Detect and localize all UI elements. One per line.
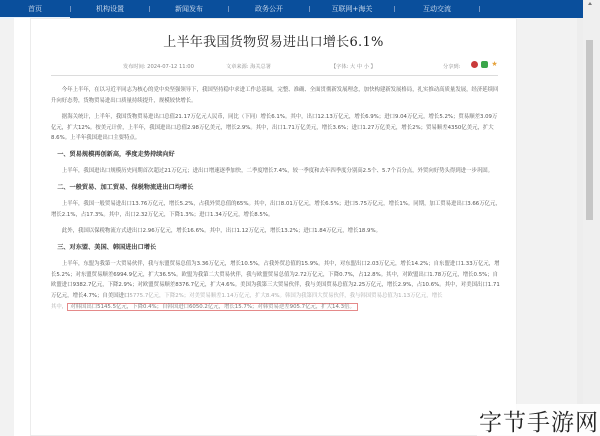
highlighted-korea-trade-text: 对韩国出口5145.5亿元，下降0.4%；自韩国进口6050.2亿元，增长15.7%；对韩贸易逆差905.7亿元，扩大14.3倍。 [67, 303, 358, 311]
nav-item-label: 首页 [28, 5, 42, 13]
meta-divider [51, 75, 498, 76]
section-3-heading: 三、对东盟、美国、韩国进出口增长 [57, 243, 157, 251]
font-label: 【字体: [331, 64, 349, 70]
nav-item-government-affairs[interactable] [229, 0, 309, 18]
font-small-button[interactable]: 小 [363, 64, 369, 70]
section-3-text: 上半年，东盟为我第一大贸易伙伴，我与东盟贸易总值为3.36万亿元，增长10.5%，占我外贸总值的15.9%。其中，对东盟出口2.03万亿元，增长14.2%；自东盟进口1.33万亿元，增长5.2%；对东盟贸易顺差6994.9亿元，扩大36.5%。欧盟为我第二大贸易伙伴，我与欧盟贸易总值为2.72万亿元，下降0.7%，占12.8%。其中，对欧盟出口1.78万亿元，增长0.5%；自欧盟进口9382.7亿元，下降2.9%；对欧盟贸易顺差8376.7亿元，扩大4.6%。美国为我第三大贸易伙伴，我与美国贸易总值为2.25万亿元，增长2.9%，占10.6%。其中，对美国出口1.71万亿元，增长4.7%；自美国进口 [51, 261, 500, 299]
share-icons [471, 61, 498, 68]
article-title: 上半年我国货物贸易进出口增长6.1% [163, 35, 384, 50]
section-3-tail-prefix: 其中， [51, 304, 68, 310]
section-2-paragraph-2: 此外，我国以保税物流方式进出口2.96万亿元，增长16.6%。其中，出口1.12万亿元，增长13.2%；进口1.84万亿元，增长18.9%。 [61, 228, 381, 234]
scroll-up-arrow-icon[interactable] [588, 2, 592, 5]
section-1-heading: 一、贸易规模再创新高，季度走势持续向好 [57, 150, 175, 158]
section-2-paragraph-1: 上半年，我国一般贸易进出口13.76万亿元，增长5.2%，占我外贸总值的65%。其中，出口8.01万亿元，增长6.5%；进口5.75万亿元，增长1%。同期，加工贸易进出口3.66万亿元，增长2.1%，占17.3%。其中，出口2.32万亿元，下降1.3%；进口1.34万亿元，增长8.5%。 [51, 201, 501, 218]
watermark: 字节手游网 [477, 404, 600, 436]
wechat-icon[interactable] [481, 61, 488, 68]
source-info [226, 63, 271, 70]
section-3-tail [51, 302, 501, 313]
nav-item-label: 机构设置 [96, 5, 124, 13]
scrollbar-thumb[interactable] [586, 40, 593, 220]
nav-separator [479, 6, 480, 12]
nav-item-label: 互动交流 [423, 5, 451, 13]
section-1-paragraph: 上半年，我国进出口规模历史同期首次超过21万亿元；进出口增速逐季加快，二季度增长7.4%，较一季度和去年四季度分别高2.5个、5.7个百分点，外贸向好势头得到进一步巩固。 [61, 168, 494, 174]
favorite-icon[interactable]: ★ [491, 60, 498, 68]
nav-item-interaction[interactable] [395, 0, 479, 18]
share-label: 分享到: [443, 64, 461, 70]
nav-item-internet-customs[interactable] [310, 0, 394, 18]
article-body [51, 85, 501, 313]
nav-item-organization[interactable] [71, 0, 149, 18]
nav-item-news[interactable] [150, 0, 228, 18]
intro-paragraph: 今年上半年，在以习近平同志为核心的党中央坚强领导下，我国坚持稳中求进工作总基调，完整、准确、全面贯彻新发展理念，加快构建新发展格局，扎实推动高质量发展，经济延续回升向好态势，货物贸易进出口质量持续提升，规模较快增长。 [51, 87, 499, 104]
stats-paragraph: 据海关统计，上半年，我国货物贸易进出口总值21.17万亿元人民币，同比（下同）增长6.1%。其中，出口12.13万亿元，增长6.9%；进口9.04万亿元，增长5.2%；贸易顺差3.09万亿元，扩大12%。按美元计价，上半年，我国进出口总值2.98万亿美元，增长2.9%。其中，出口1.71万亿美元，增长3.6%；进口1.27万亿美元，增长2%；贸易顺差4350亿美元，扩大8.6%。上半年我国进出口主要特点。 [51, 114, 498, 141]
font-medium-button[interactable]: 中 [356, 64, 363, 70]
font-size-controls [331, 63, 376, 70]
section-2-heading: 二、一般贸易、加工贸易、保税物流进出口均增长 [57, 183, 194, 191]
nav-item-label: 新闻发布 [175, 5, 203, 13]
top-navigation-bar [0, 0, 583, 18]
vertical-scrollbar[interactable] [583, 0, 600, 436]
weibo-icon[interactable] [471, 61, 478, 68]
font-large-button[interactable]: 大 [349, 64, 356, 70]
nav-item-home[interactable] [0, 0, 70, 18]
nav-item-label: 政务公开 [255, 5, 283, 13]
font-bracket: 】 [370, 64, 376, 70]
source-label: 文章来源: [226, 64, 249, 70]
article-card [30, 18, 517, 436]
article-meta [31, 61, 516, 73]
section-3-paragraph [51, 259, 501, 301]
section-3-faded-text: 5775.7亿元，下降2%；对美贸易顺差1.14万亿元，扩大8.4%。韩国为我第四大贸易伙伴，我与韩国贸易总值为1.13万亿元，增长 [129, 292, 443, 299]
publish-label: 发布时间: [123, 64, 146, 70]
nav-item-label: 互联网+海关 [331, 5, 373, 13]
publish-time: 2024-07-12 11:00 [147, 64, 194, 70]
source-value: 海关总署 [250, 64, 271, 70]
publish-info [123, 63, 194, 70]
